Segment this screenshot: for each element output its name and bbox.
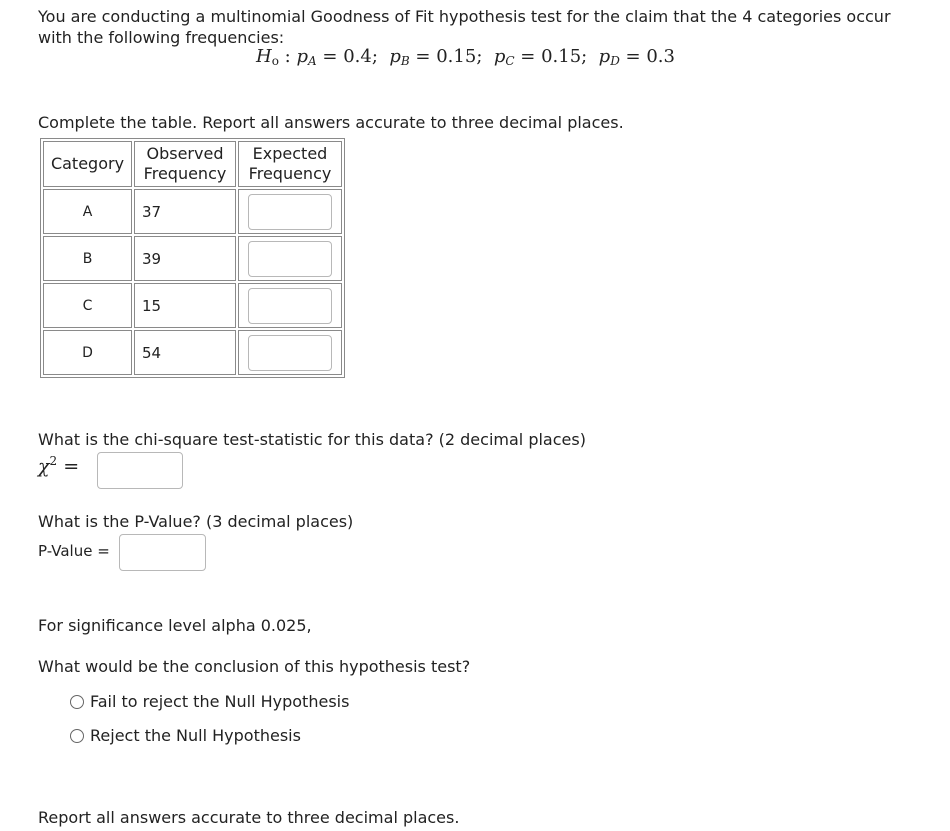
expected-input-a[interactable] <box>248 194 332 230</box>
observed-header: Observed Frequency <box>134 141 236 187</box>
chi-square-input[interactable] <box>97 452 183 489</box>
option-reject[interactable] <box>70 726 301 745</box>
option-label: Fail to reject the Null Hypothesis <box>90 692 350 711</box>
p-value-question: What is the P-Value? (3 decimal places) <box>38 512 354 531</box>
conclusion-question: What would be the conclusion of this hypothesis test? <box>38 657 471 676</box>
table-header-row <box>43 141 342 187</box>
observed-cell: 39 <box>134 236 236 281</box>
category-header: Category <box>43 141 132 187</box>
alpha-statement: For significance level alpha 0.025, <box>38 616 312 635</box>
expected-input-d[interactable] <box>248 335 332 371</box>
table-row <box>43 189 342 234</box>
radio-button[interactable] <box>70 729 84 743</box>
option-fail-to-reject[interactable] <box>70 692 349 711</box>
expected-header: Expected Frequency <box>238 141 342 187</box>
frequency-table <box>40 138 345 378</box>
chi-square-label: $\chi^2$ = <box>38 454 80 478</box>
expected-input-c[interactable] <box>248 288 332 324</box>
category-cell: B <box>43 236 132 281</box>
observed-cell: 15 <box>134 283 236 328</box>
table-row <box>43 283 342 328</box>
category-cell: D <box>43 330 132 375</box>
observed-cell: 54 <box>134 330 236 375</box>
table-instruction: Complete the table. Report all answers accurate to three decimal places. <box>38 113 624 132</box>
radio-button[interactable] <box>70 695 84 709</box>
p-value-input[interactable] <box>119 534 206 571</box>
category-cell: A <box>43 189 132 234</box>
null-hypothesis: $H_o$ : $p_A = 0.4$; $p_B = 0.15$; $p_C = 0.15$; $p_D = 0.3$ <box>256 46 675 68</box>
chi-square-question: What is the chi-square test-statistic for this data? (2 decimal places) <box>38 430 586 449</box>
footer-instruction: Report all answers accurate to three decimal places. <box>38 808 460 827</box>
table-row <box>43 330 342 375</box>
table-row <box>43 236 342 281</box>
problem-intro: You are conducting a multinomial Goodness of Fit hypothesis test for the claim that the 4 categories occur with the following frequencies: <box>38 7 891 47</box>
observed-cell: 37 <box>134 189 236 234</box>
p-value-label: P-Value = <box>38 542 110 560</box>
option-label: Reject the Null Hypothesis <box>90 726 301 745</box>
category-cell: C <box>43 283 132 328</box>
expected-input-b[interactable] <box>248 241 332 277</box>
